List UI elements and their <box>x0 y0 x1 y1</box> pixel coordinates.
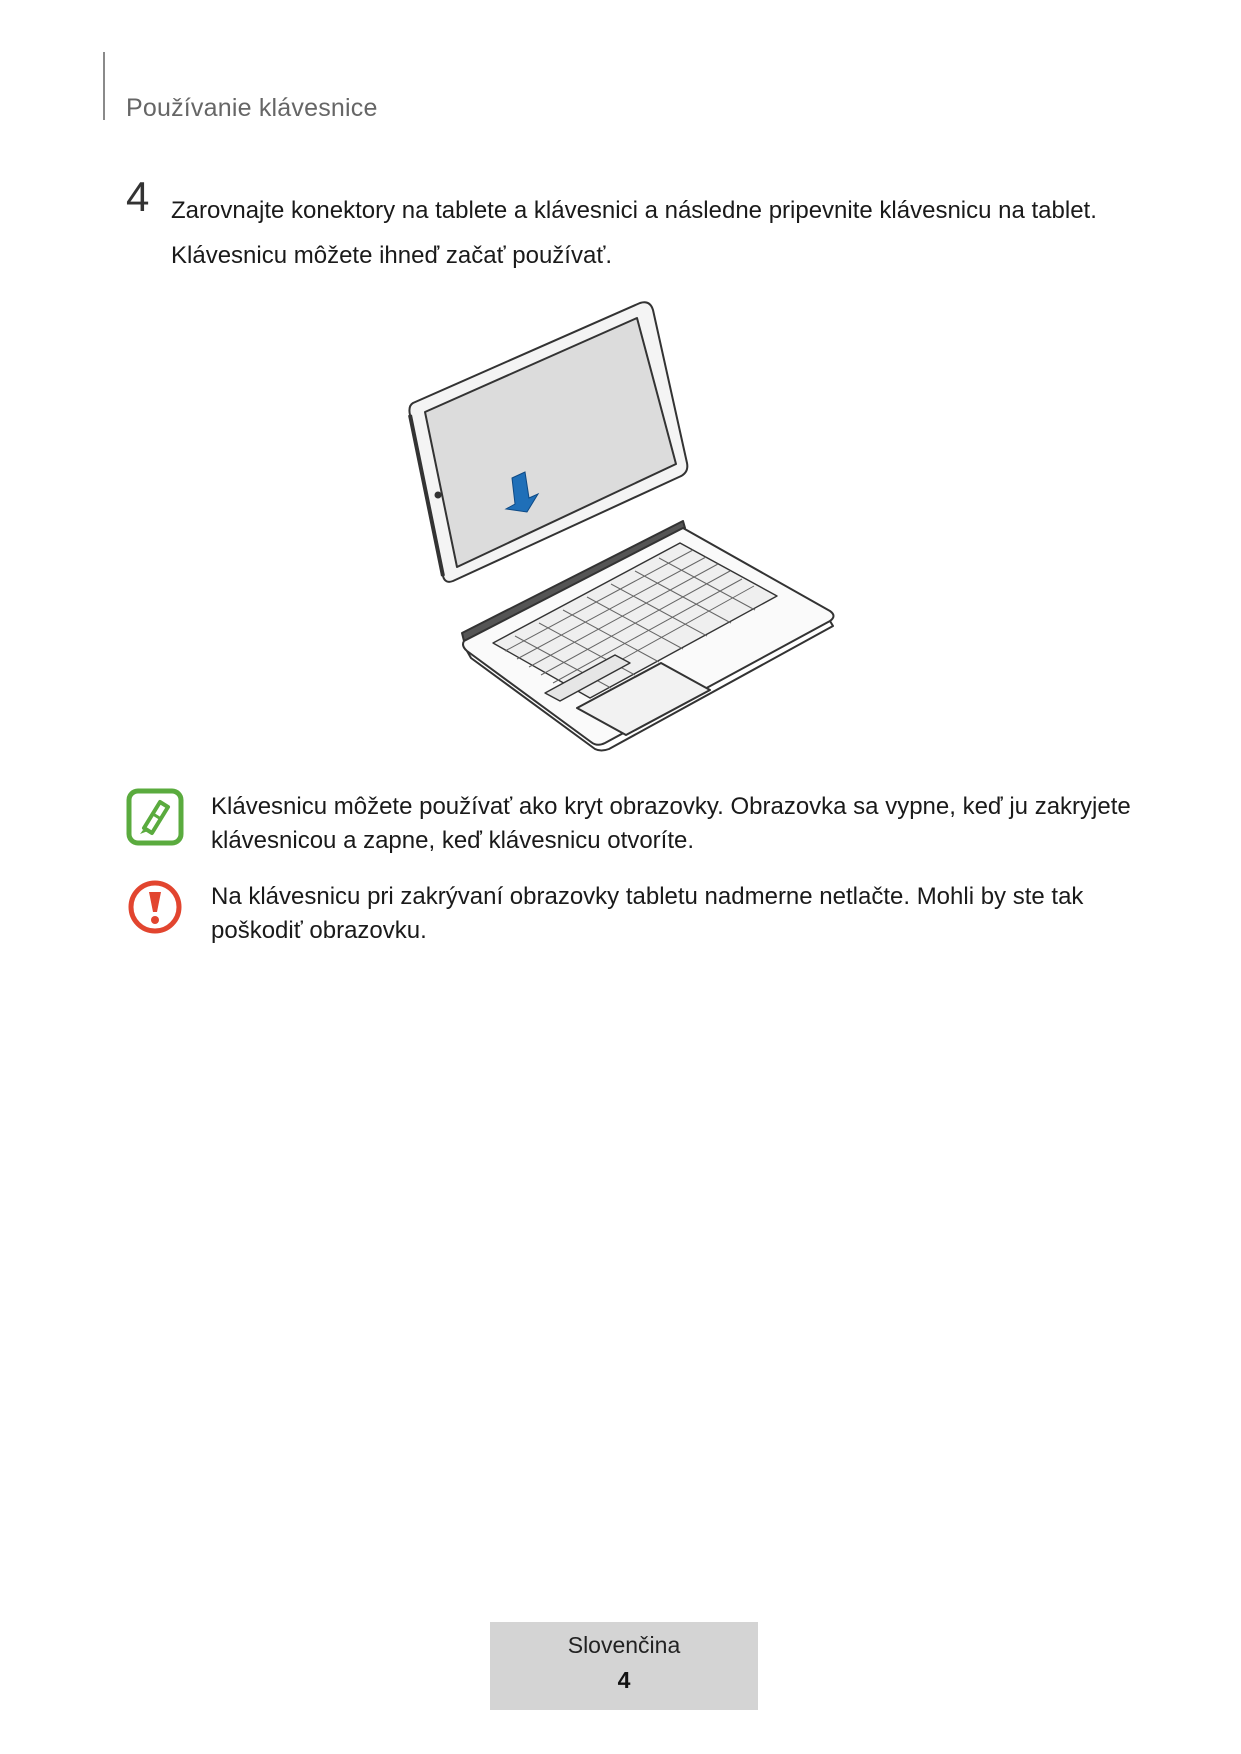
step-number: 4 <box>126 173 150 220</box>
footer-language: Slovenčina <box>567 1632 681 1658</box>
header-divider <box>103 52 105 120</box>
caution-exclamation-icon <box>126 878 184 936</box>
note-tip-text: Klávesnicu môžete používať ako kryt obrazovky. Obrazovka sa vypne, keď ju zakryjete klávesnicou a zapne, keď klávesnicu otvoríte. <box>211 793 1131 854</box>
tablet-keyboard-attach-illustration <box>405 298 845 760</box>
step-line-1: Zarovnajte konektory na tablete a klávesnici a následne pripevnite klávesnicu na tablet. <box>171 197 1097 224</box>
tablet-camera <box>436 493 441 498</box>
step-line-2: Klávesnicu môžete ihneď začať používať. <box>171 242 612 269</box>
footer <box>490 1622 758 1710</box>
section-title: Používanie klávesnice <box>126 94 378 122</box>
note-pencil-icon <box>126 788 184 846</box>
step-instructions <box>171 188 1131 278</box>
note-caution-text: Na klávesnicu pri zakrývaní obrazovky tabletu nadmerne netlačte. Mohli by ste tak poškodiť obrazovku. <box>211 883 1084 944</box>
page-number: 4 <box>617 1667 631 1693</box>
